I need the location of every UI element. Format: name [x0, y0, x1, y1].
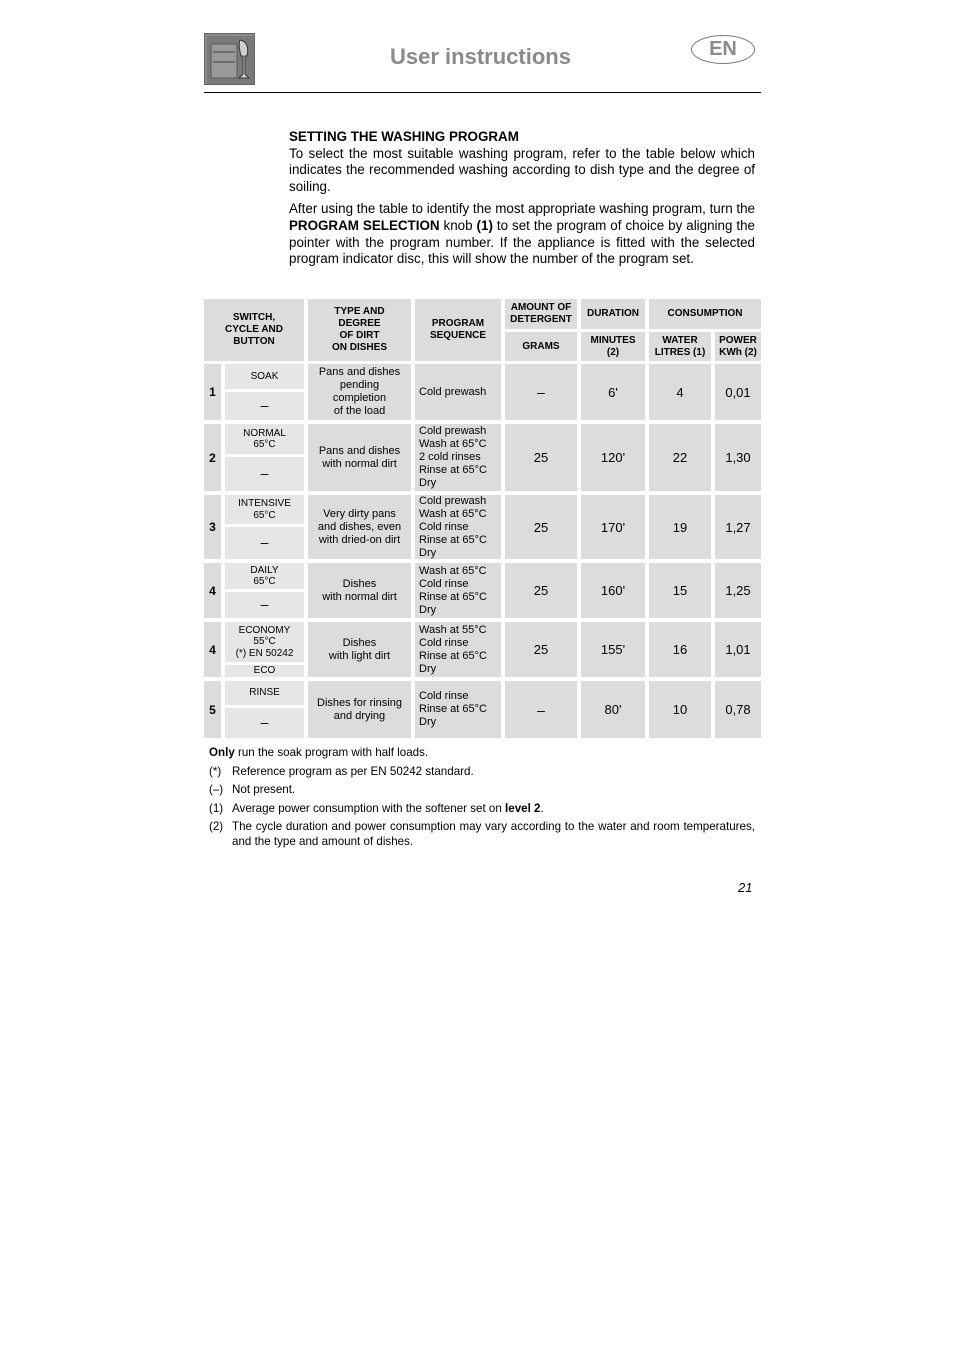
note-1-bold: level 2 [505, 801, 541, 815]
program-switch-label: INTENSIVE 65°C [225, 495, 304, 524]
dirt-description: Very dirty pans and dishes, even with dried-on dirt [308, 495, 411, 559]
note-mark: (–) [209, 783, 224, 797]
power-kwh: 0,01 [715, 364, 761, 420]
duration-minutes: 6' [581, 364, 645, 420]
detergent-grams: 25 [505, 495, 577, 559]
header-consumption: CONSUMPTION [649, 299, 761, 329]
duration-minutes: 155' [581, 622, 645, 677]
detergent-grams: – [505, 364, 577, 420]
water-litres: 10 [649, 681, 711, 738]
note-1 [209, 802, 755, 817]
intro-section [289, 129, 755, 274]
program-switch-label: NORMAL 65°C [225, 424, 304, 454]
intro-paragraph-1: To select the most suitable washing program, refer to the table below which indicates the recommended washing according to dish type and the degree of soiling. [289, 145, 755, 194]
program-switch-label: ECONOMY 55°C (*) EN 50242 [225, 622, 304, 662]
intro-paragraph-2 [289, 201, 755, 267]
program-sequence: Cold rinse Rinse at 65°C Dry [415, 681, 501, 738]
note-text: The cycle duration and power consumption may vary according to the water and room temperatures, and the type and amount of dishes. [232, 820, 755, 848]
program-switch-secondary: – [225, 592, 304, 618]
program-sequence: Cold prewash [415, 364, 501, 420]
detergent-grams: 25 [505, 563, 577, 618]
header-power: POWER KWh (2) [715, 332, 761, 361]
note-not-present [209, 783, 755, 798]
power-kwh: 1,30 [715, 424, 761, 491]
program-number: 1 [204, 364, 221, 420]
language-badge: EN [691, 35, 755, 64]
note-text [232, 802, 755, 817]
program-sequence: Wash at 65°C Cold rinse Rinse at 65°C Dry [415, 563, 501, 618]
dirt-description: Dishes for rinsing and drying [308, 681, 411, 738]
program-switch-label: RINSE [225, 681, 304, 705]
note-1-end: . [540, 801, 544, 815]
program-switch-secondary: – [225, 392, 304, 420]
header-minutes: MINUTES (2) [581, 332, 645, 361]
duration-minutes: 80' [581, 681, 645, 738]
intro-text: to set the program of choice by aligning the pointer with the program number. If the appliance is fitted with the selected program indicator disc, this will show the number of the program set. [289, 217, 756, 267]
power-kwh: 0,78 [715, 681, 761, 738]
note-reference [209, 765, 755, 780]
water-litres: 16 [649, 622, 711, 677]
header-duration: DURATION [581, 299, 645, 329]
note-mark: (*) [209, 764, 222, 778]
detergent-grams: – [505, 681, 577, 738]
note-text: Reference program as per EN 50242 standard. [232, 764, 474, 778]
water-litres: 22 [649, 424, 711, 491]
note-only [209, 746, 755, 761]
program-switch-label: SOAK [225, 364, 304, 389]
program-switch-secondary: – [225, 527, 304, 559]
note-text: Not present. [232, 783, 296, 797]
detergent-grams: 25 [505, 424, 577, 491]
page-number: 21 [738, 880, 753, 895]
header-divider [204, 92, 761, 93]
program-switch-label: DAILY 65°C [225, 563, 304, 589]
water-litres: 15 [649, 563, 711, 618]
header-dirt-type: TYPE AND DEGREE OF DIRT ON DISHES [308, 299, 411, 361]
program-selection-label: PROGRAM SELECTION [289, 217, 440, 233]
note-only-bold: Only [209, 746, 235, 759]
note-mark: (1) [209, 801, 224, 815]
water-litres: 19 [649, 495, 711, 559]
duration-minutes: 170' [581, 495, 645, 559]
section-heading: SETTING THE WASHING PROGRAM [289, 129, 519, 144]
power-kwh: 1,01 [715, 622, 761, 677]
note-1-text: Average power consumption with the softener set on [232, 801, 506, 815]
program-number: 3 [204, 495, 221, 559]
note-2 [209, 820, 755, 849]
header-detergent: AMOUNT OF DETERGENT [505, 299, 577, 329]
program-sequence: Wash at 55°C Cold rinse Rinse at 65°C Dry [415, 622, 501, 677]
note-only-text: run the soak program with half loads. [234, 746, 429, 759]
dirt-description: Pans and dishes with normal dirt [308, 424, 411, 491]
dirt-description: Dishes with normal dirt [308, 563, 411, 618]
header-water: WATER LITRES (1) [649, 332, 711, 361]
knob-reference: (1) [476, 217, 493, 233]
note-mark: (2) [209, 820, 224, 834]
intro-text: After using the table to identify the most appropriate washing program, turn the [289, 201, 755, 217]
duration-minutes: 160' [581, 563, 645, 618]
program-sequence: Cold prewash Wash at 65°C 2 cold rinses Rinse at 65°C Dry [415, 424, 501, 491]
program-switch-secondary: – [225, 457, 304, 491]
power-kwh: 1,27 [715, 495, 761, 559]
header-program-sequence: PROGRAM SEQUENCE [415, 299, 501, 361]
program-switch-secondary: – [225, 708, 304, 738]
header-grams: GRAMS [505, 332, 577, 361]
program-number: 5 [204, 681, 221, 738]
power-kwh: 1,25 [715, 563, 761, 618]
water-litres: 4 [649, 364, 711, 420]
header-switch: SWITCH, CYCLE AND BUTTON [204, 299, 304, 361]
program-number: 2 [204, 424, 221, 491]
dirt-description: Pans and dishes pending completion of the load [308, 364, 411, 420]
program-number: 4 [204, 622, 221, 677]
program-switch-secondary: ECO [225, 665, 304, 677]
notes-section [209, 746, 755, 850]
dishwasher-logo-icon [204, 33, 255, 85]
program-number: 4 [204, 563, 221, 618]
dirt-description: Dishes with light dirt [308, 622, 411, 677]
duration-minutes: 120' [581, 424, 645, 491]
program-sequence: Cold prewash Wash at 65°C Cold rinse Rinse at 65°C Dry [415, 495, 501, 559]
detergent-grams: 25 [505, 622, 577, 677]
intro-text: knob [439, 217, 477, 233]
header-title: User instructions [390, 44, 571, 69]
